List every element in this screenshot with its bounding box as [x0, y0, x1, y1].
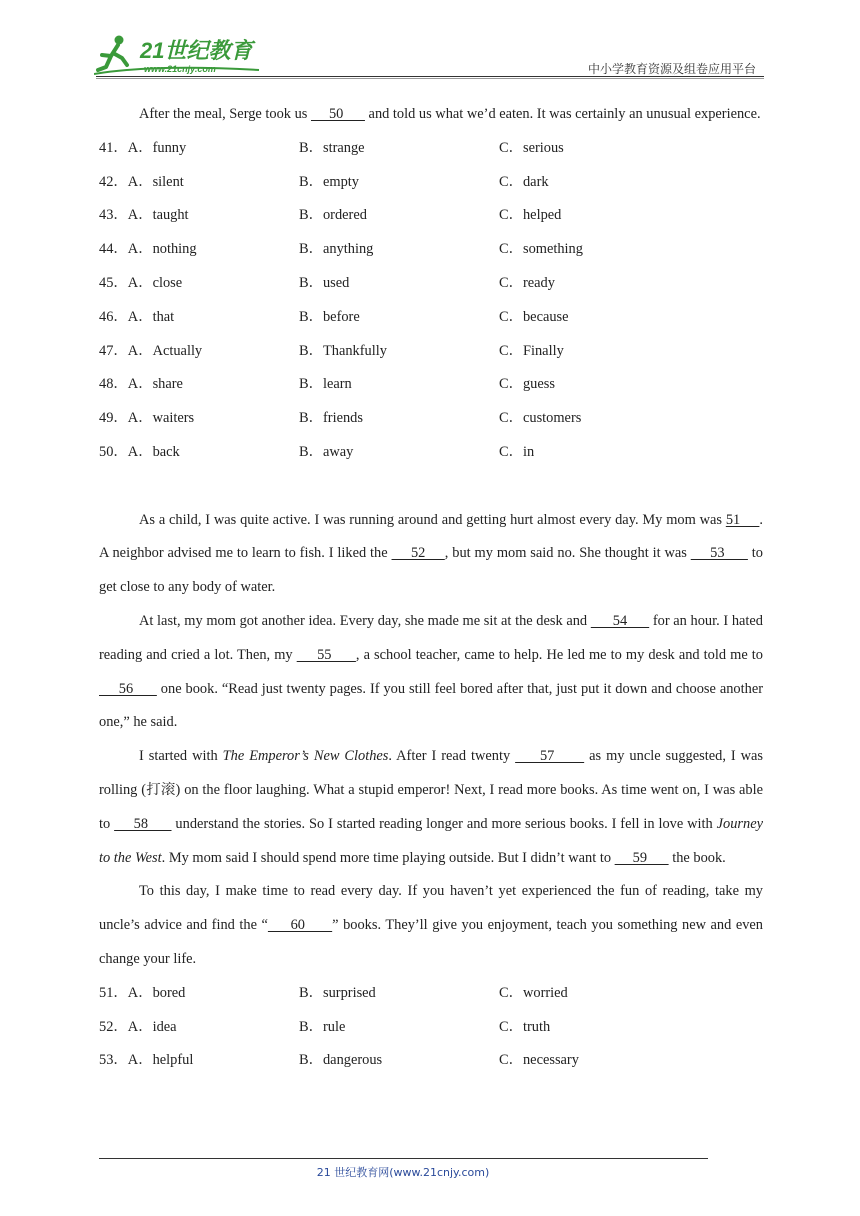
header-divider	[96, 76, 764, 77]
book-title: Journey to the West	[99, 815, 764, 866]
option-a: A．Actually	[127, 342, 203, 359]
option-c: C．customers	[499, 410, 582, 427]
option-c: C．Finally	[499, 342, 564, 359]
site-logo[interactable]	[94, 34, 264, 78]
question-row: 47．A．Actually B．Thankfully C．Finally	[99, 335, 763, 369]
question-row: 43．A．taught B．ordered C．helped	[99, 199, 763, 233]
question-options-51-53	[99, 977, 763, 1078]
blank-53: 53	[690, 545, 748, 562]
option-c: C．serious	[499, 139, 564, 156]
option-c: C．dark	[499, 173, 549, 190]
option-b: B．Thankfully	[299, 342, 387, 359]
option-a: A．nothing	[127, 241, 197, 258]
passage2-paragraph-1: As a child, I was quite active. I was running around and getting hurt almost every day. My mom was 51 . A neighbor advised me to learn to fish. I liked the 52 , but my mom said no. She thought it was 53 to get close to any body of water.	[99, 511, 763, 596]
question-row: 46．A．that B．before C．because	[99, 301, 763, 335]
question-row: 41．A．funny B．strange C．serious	[99, 132, 763, 166]
option-a: A．back	[127, 443, 180, 460]
option-a: A．bored	[127, 984, 186, 1001]
footer-link[interactable]: 21 世纪教育网(www.21cnjy.com)	[316, 1166, 490, 1179]
option-a: A．close	[127, 274, 183, 291]
platform-name: 中小学教育资源及组卷应用平台	[587, 62, 756, 76]
option-a: A．that	[127, 308, 175, 325]
option-c: C．because	[499, 308, 569, 325]
option-c: C．worried	[499, 984, 568, 1001]
blank-52: 52	[391, 545, 445, 562]
question-row: 50．A．back B．away C．in	[99, 436, 763, 470]
blank-54: 54	[590, 612, 650, 629]
option-b: B．dangerous	[299, 1052, 383, 1069]
question-row: 44．A．nothing B．anything C．something	[99, 233, 763, 267]
option-b: B．anything	[299, 241, 374, 258]
question-row: 42．A．silent B．empty C．dark	[99, 166, 763, 200]
option-a: A．share	[127, 376, 183, 393]
blank-55: 55	[296, 646, 356, 663]
option-a: A．silent	[127, 173, 184, 190]
logo-text: 21世纪教育	[140, 38, 253, 63]
option-a: A．idea	[127, 1018, 177, 1035]
blank-60: 60	[267, 917, 333, 934]
book-title: The Emperor’s New Clothes	[222, 748, 389, 765]
option-c: C．ready	[499, 274, 555, 291]
option-b: B．used	[299, 274, 350, 291]
option-c: C．helped	[499, 207, 562, 224]
option-b: B．learn	[299, 376, 352, 393]
option-b: B．strange	[299, 139, 365, 156]
page-header	[0, 0, 860, 80]
question-row: 45．A．close B．used C．ready	[99, 267, 763, 301]
footer-divider	[99, 1158, 708, 1159]
option-c: C．something	[499, 241, 583, 258]
question-options-41-50	[99, 132, 763, 470]
option-a: A．waiters	[127, 410, 195, 427]
option-a: A．taught	[127, 207, 189, 224]
question-row: 52．A．idea B．rule C．truth	[99, 1011, 763, 1045]
option-b: B．away	[299, 443, 354, 460]
option-c: C．in	[499, 443, 535, 460]
passage2-paragraph-4: To this day, I make time to read every day. If you haven’t yet experienced the fun of reading, take my uncle’s advice and find the “ 60 ” books. They’ll give you enjoyment, teach you something new and even change your life.	[99, 883, 763, 967]
blank-50: 50	[310, 106, 365, 122]
header-divider-thin	[96, 78, 764, 79]
section-gap	[99, 470, 763, 504]
option-b: B．surprised	[299, 984, 376, 1001]
option-c: C．truth	[499, 1018, 551, 1035]
option-b: B．friends	[299, 410, 363, 427]
runner-logo-icon	[94, 34, 264, 78]
option-b: B．empty	[299, 173, 359, 190]
blank-59: 59	[614, 849, 669, 866]
option-c: C．necessary	[499, 1052, 579, 1069]
option-a: A．helpful	[127, 1052, 194, 1069]
blank-58: 58	[114, 815, 172, 832]
question-row: 49．A．waiters B．friends C．customers	[99, 402, 763, 436]
passage2-paragraph-3: I started with The Emperor’s New Clothes. After I read twenty 57 as my uncle suggested, I was rolling (打滚) on the floor laughing. What a stupid emperor! Next, I read more books. As time went on, I was able to 58 understand the stories. So I started reading longer and more serious books. I fell in love with Journey to the West. My mom said I should spend more time playing outside. But I didn’t want to 59 the book.	[99, 748, 764, 866]
blank-51: 51	[725, 511, 760, 528]
option-b: B．ordered	[299, 207, 367, 224]
document-body	[99, 98, 763, 1078]
passage1-paragraph: After the meal, Serge took us 50 and told us what we’d eaten. It was certainly an unusual experience.	[139, 106, 761, 122]
option-a: A．funny	[127, 139, 187, 156]
blank-57: 57	[515, 748, 585, 765]
option-b: B．rule	[299, 1018, 346, 1035]
option-c: C．guess	[499, 376, 555, 393]
passage2-paragraph-2: At last, my mom got another idea. Every day, she made me sit at the desk and 54 for an hour. I hated reading and cried a lot. Then, my 55 , a school teacher, came to help. He led me to my desk and told me to 56 one book. “Read just twenty pages. If you still feel bored after that, just put it down and choose another one,” he said.	[99, 612, 763, 731]
blank-56: 56	[99, 680, 157, 697]
option-b: B．before	[299, 308, 360, 325]
question-row: 51．A．bored B．surprised C．worried	[99, 977, 763, 1011]
question-row: 53．A．helpful B．dangerous C．necessary	[99, 1044, 763, 1078]
question-row: 48．A．share B．learn C．guess	[99, 368, 763, 402]
logo-url: www.21cnjy.com	[144, 64, 216, 74]
